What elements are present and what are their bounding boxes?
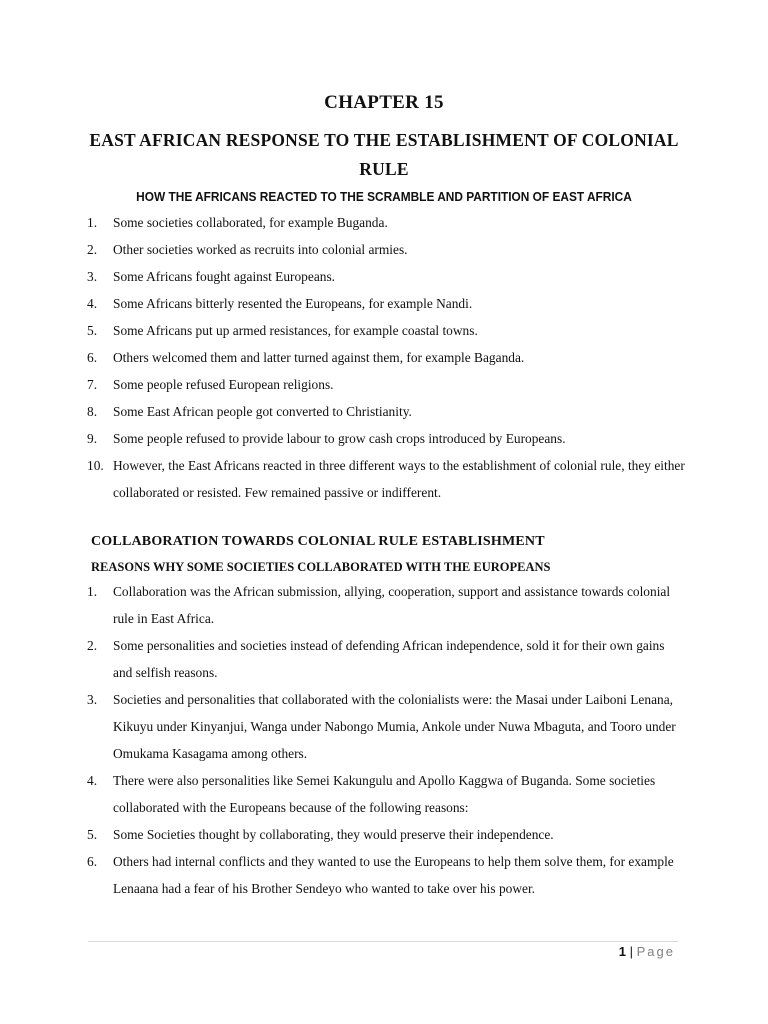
list-item — [87, 371, 687, 398]
list-number: 3. — [87, 692, 98, 707]
list-item — [87, 290, 687, 317]
list-item — [87, 578, 687, 632]
section1-list — [87, 209, 687, 506]
section2-subheading: REASONS WHY SOME SOCIETIES COLLABORATED WITH THE EUROPEANS — [91, 560, 551, 574]
list-number: 4. — [87, 773, 98, 788]
list-item — [87, 236, 687, 263]
list-number: 4. — [87, 296, 98, 311]
list-item — [87, 821, 687, 848]
list-item — [87, 632, 687, 686]
page-footer — [619, 944, 675, 959]
page-label: Page — [636, 944, 675, 959]
list-text: However, the East Africans reacted in three different ways to the establishment of colonial rule, they either collaborated or resisted. Few remained passive or indifferent. — [113, 458, 685, 500]
list-number: 5. — [87, 323, 98, 338]
section2-list — [87, 578, 687, 902]
list-item — [87, 425, 687, 452]
list-number: 6. — [87, 350, 98, 365]
list-number: 10. — [87, 458, 104, 473]
footer-divider — [88, 941, 678, 942]
list-number: 1. — [87, 215, 98, 230]
section2-heading: COLLABORATION TOWARDS COLONIAL RULE ESTABLISHMENT — [91, 534, 545, 549]
list-text: Some Societies thought by collaborating, they would preserve their independence. — [113, 827, 554, 842]
list-text: Some Africans fought against Europeans. — [113, 269, 336, 284]
list-text: Collaboration was the African submission, allying, cooperation, support and assistance towards colonial rule in East Africa. — [113, 584, 671, 626]
list-number: 9. — [87, 431, 98, 446]
footer-separator: | — [629, 944, 633, 959]
list-item — [87, 317, 687, 344]
list-text: Some personalities and societies instead of defending African independence, sold it for their own gains and selfish reasons. — [113, 638, 665, 680]
list-text: Others had internal conflicts and they wanted to use the Europeans to help them solve them, for example Lenaana had a fear of his Brother Sendeyo who wanted to take over his power. — [113, 854, 674, 896]
list-text: Some people refused European religions. — [113, 377, 334, 392]
list-number: 6. — [87, 854, 98, 869]
list-item — [87, 686, 687, 767]
list-text: Others welcomed them and latter turned against them, for example Baganda. — [113, 350, 525, 365]
list-number: 1. — [87, 584, 98, 599]
list-item — [87, 263, 687, 290]
chapter-title: EAST AFRICAN RESPONSE TO THE ESTABLISHMENT OF COLONIAL RULE — [89, 130, 679, 179]
list-text: Some East African people got converted to Christianity. — [113, 404, 412, 419]
list-item — [87, 209, 687, 236]
page-number: 1 — [618, 944, 626, 959]
list-text: Some Africans bitterly resented the Europeans, for example Nandi. — [113, 296, 473, 311]
list-text: Societies and personalities that collaborated with the colonialists were: the Masai under Laiboni Lenana, Kikuyu under Kinyanjui, Wanga under Nabongo Mumia, Ankole under Nuwa Mbaguta, and Tooro under Omukama Kasagama among others. — [113, 692, 676, 761]
list-item — [87, 452, 687, 506]
list-item — [87, 398, 687, 425]
list-number: 8. — [87, 404, 98, 419]
list-number: 2. — [87, 242, 98, 257]
list-text: Some people refused to provide labour to grow cash crops introduced by Europeans. — [113, 431, 566, 446]
list-number: 3. — [87, 269, 98, 284]
list-number: 5. — [87, 827, 98, 842]
list-text: Some societies collaborated, for example Buganda. — [113, 215, 388, 230]
list-item — [87, 848, 687, 902]
list-text: Some Africans put up armed resistances, for example coastal towns. — [113, 323, 478, 338]
list-text: There were also personalities like Semei Kakungulu and Apollo Kaggwa of Buganda. Some societies collaborated with the Europeans because of the following reasons: — [113, 773, 656, 815]
list-number: 7. — [87, 377, 98, 392]
section1-heading: HOW THE AFRICANS REACTED TO THE SCRAMBLE AND PARTITION OF EAST AFRICA — [136, 190, 632, 204]
list-text: Other societies worked as recruits into colonial armies. — [113, 242, 408, 257]
list-item — [87, 344, 687, 371]
list-number: 2. — [87, 638, 98, 653]
chapter-heading: CHAPTER 15 — [324, 92, 444, 113]
list-item — [87, 767, 687, 821]
